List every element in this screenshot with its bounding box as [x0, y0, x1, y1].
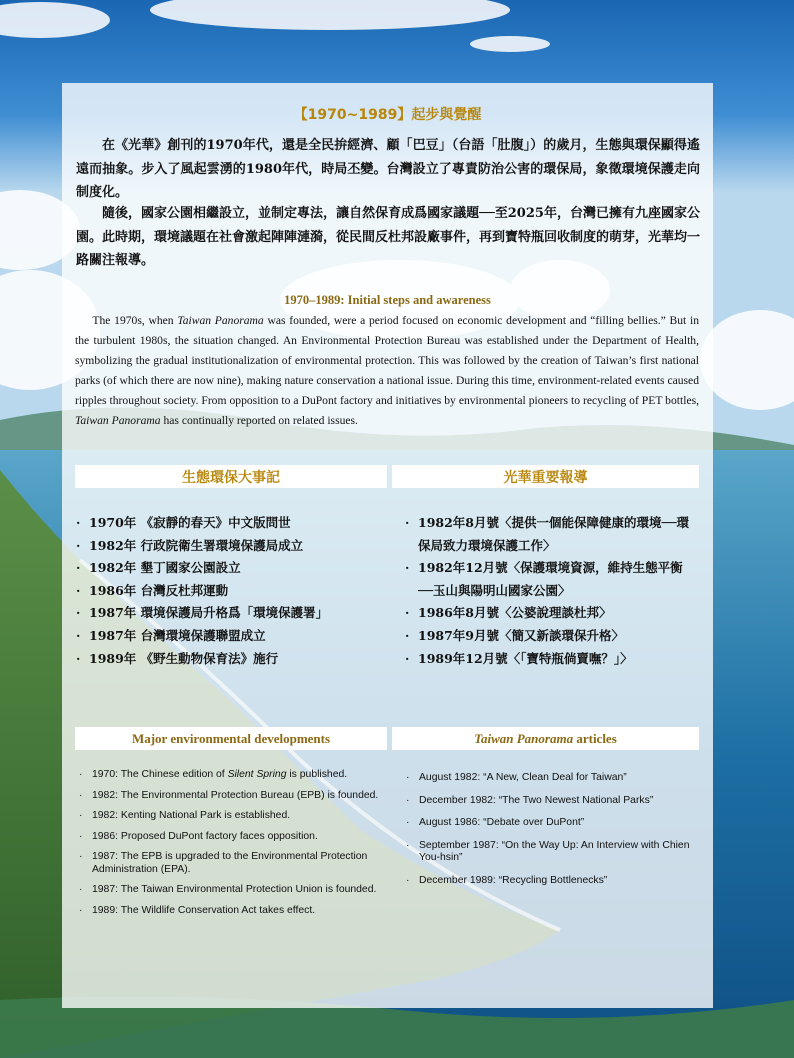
panorama-articles-list-en [406, 772, 698, 897]
magazine-name: Taiwan Panorama [474, 730, 574, 746]
list-item [76, 512, 386, 535]
bullet: · [405, 605, 410, 621]
list-item-text: 1987年 環境保護局升格爲「環境保護署」 [89, 605, 329, 621]
list-item-text: 1987年 台灣環境保護聯盟成立 [89, 627, 266, 643]
header-label: 光華重要報導 [503, 469, 588, 486]
list-item [405, 557, 697, 602]
list-item [76, 535, 386, 558]
list-item-text: December 1989: “Recycling Bottlenecks” [419, 874, 608, 886]
english-paragraph [75, 311, 699, 431]
bullet: · [79, 789, 83, 801]
bullet: · [76, 515, 81, 530]
bullet: · [406, 874, 410, 886]
list-item-text: is published. [286, 769, 348, 780]
list-item [79, 790, 379, 803]
list-item [406, 840, 698, 865]
bullet: · [406, 817, 410, 828]
magazine-name: Taiwan Panorama [177, 314, 264, 327]
list-item-text: 1982: The Environmental Protection Bureau (EPB) is founded. [92, 789, 379, 801]
header-label: 生態環保大事記 [182, 469, 280, 486]
bullet: · [79, 904, 83, 916]
list-item-text: 1982年 行政院衛生署環境保護局成立 [89, 537, 304, 553]
list-item [79, 905, 379, 918]
bullet: · [76, 582, 81, 598]
bullet: · [76, 627, 81, 643]
list-item-text: 1982年 墾丁國家公園設立 [89, 560, 241, 576]
bullet: · [406, 772, 410, 783]
list-item-text: 1986年8月號〈公婆說理談杜邦〉 [418, 605, 612, 621]
list-item-text: 1982: Kenting National Park is established. [92, 810, 291, 821]
list-item-text: 1987: The EPB is upgraded to the Environmental Protection Administration (EPA). [92, 851, 368, 875]
bullet: · [405, 515, 410, 530]
list-item [405, 648, 697, 671]
list-item [79, 810, 379, 823]
list-item [76, 557, 386, 580]
list-item-text: 1987年9月號〈簡又新談環保升格〉 [418, 627, 624, 643]
list-item-text: December 1982: “The Two Newest National Parks” [419, 794, 654, 806]
chinese-section-title: 【1970~1989】起步與覺醒 [293, 107, 482, 123]
english-paragraph-text-3: has continually reported on related issues. [160, 414, 358, 427]
key-reports-list-zh [405, 512, 697, 670]
list-item-text: 1982年8月號〈提供一個能保障健康的環境──環保局致力環境保護工作〉 [418, 515, 690, 553]
bullet: · [79, 851, 83, 862]
list-item-text: 1970: The Chinese edition of [92, 769, 228, 780]
list-item-text: 1970年 《寂靜的春天》中文版問世 [89, 515, 291, 530]
list-item-text: 1986: Proposed DuPont factory faces opposition. [92, 830, 318, 842]
header-environmental-developments-en [75, 727, 387, 750]
header-label: articles [573, 730, 617, 746]
bullet: · [79, 830, 83, 842]
bullet: · [406, 794, 410, 806]
english-section-title: 1970–1989: Initial steps and awareness [284, 293, 491, 307]
list-item [405, 602, 697, 625]
list-item [406, 875, 698, 888]
developments-list-en [79, 769, 379, 925]
bullet: · [79, 769, 83, 780]
bullet: · [79, 884, 83, 895]
magazine-name: Taiwan Panorama [75, 414, 161, 427]
list-item [76, 648, 386, 671]
list-item [79, 769, 379, 782]
bullet: · [76, 560, 81, 576]
header-key-reports-zh [392, 465, 699, 488]
list-item [406, 817, 698, 830]
list-item [406, 772, 698, 785]
list-item-text: 1987: The Taiwan Environmental Protection Union is founded. [92, 884, 377, 895]
bullet: · [76, 537, 81, 553]
list-item [406, 795, 698, 808]
list-item-text: 1989年12月號〈「寶特瓶倘賣嘸？」〉 [418, 650, 633, 666]
header-label: Major environmental developments [131, 730, 331, 746]
book-title: Silent Spring [227, 769, 287, 780]
header-panorama-articles-en [392, 727, 699, 750]
list-item [79, 884, 379, 897]
bullet: · [405, 650, 410, 666]
list-item [405, 625, 697, 648]
list-item-text: August 1982: “A New, Clean Deal for Taiwan” [419, 772, 627, 783]
bullet: · [79, 810, 83, 821]
bullet: · [76, 650, 81, 666]
list-item [405, 512, 697, 557]
english-paragraph-text-2: was founded, were a period focused on economic development and “filling bellies.” But in the turbulent 1980s, the situation changed. An Environmental Protection Bureau was established under the Department of Health, symbolizing the gradual institutionalization of environmental protection. This was followed by the creation of Taiwan’s first national parks (of which there are now nine), making nature conservation a national issue. During this time, environment-related events caused ripples throughout society. From opposition to a DuPont factory and initiatives by environmental pioneers to recycling of PET bottles, [75, 314, 699, 407]
list-item [76, 602, 386, 625]
list-item [76, 580, 386, 603]
bullet: · [405, 627, 410, 643]
bullet: · [76, 605, 81, 621]
content-panel [62, 83, 713, 1008]
list-item [76, 625, 386, 648]
list-item-text: 1989: The Wildlife Conservation Act takes effect. [92, 904, 316, 916]
milestones-list-zh [76, 512, 386, 670]
header-environmental-milestones-zh [75, 465, 387, 488]
list-item-text: 1982年12月號〈保護環境資源，維持生態平衡──玉山與陽明山國家公園〉 [418, 560, 683, 598]
bullet: · [406, 839, 410, 851]
chinese-paragraph-2: 隨後，國家公園相繼設立，並制定專法，讓自然保育成爲國家議題──至2025年，台灣已擁有九座國家公園。此時期，環境議題在社會激起陣陣漣漪，從民間反杜邦設廠事件，再到寶特瓶回收制度的萌芽，光華均一路關注報導。 [76, 206, 701, 268]
english-paragraph-text-1: The 1970s, when [92, 314, 178, 327]
bullet: · [405, 560, 410, 576]
list-item-text: September 1987: “On the Way Up: An Interview with Chien You-hsin” [419, 839, 690, 863]
chinese-paragraph-1: 在《光華》創刊的1970年代，還是全民拚經濟、顧「巴豆」（台語「肚腹」）的歲月，生態與環保顯得遙遠而抽象。步入了風起雲湧的1980年代，時局丕變。台灣設立了專責防治公害的環保局，象徵環境保護走向制度化。 [76, 138, 700, 200]
list-item [79, 851, 379, 876]
list-item-text: 1989年 《野生動物保育法》施行 [89, 650, 279, 666]
list-item-text: 1986年 台灣反杜邦運動 [89, 582, 229, 598]
list-item-text: August 1986: “Debate over DuPont” [419, 817, 585, 828]
list-item [79, 831, 379, 844]
